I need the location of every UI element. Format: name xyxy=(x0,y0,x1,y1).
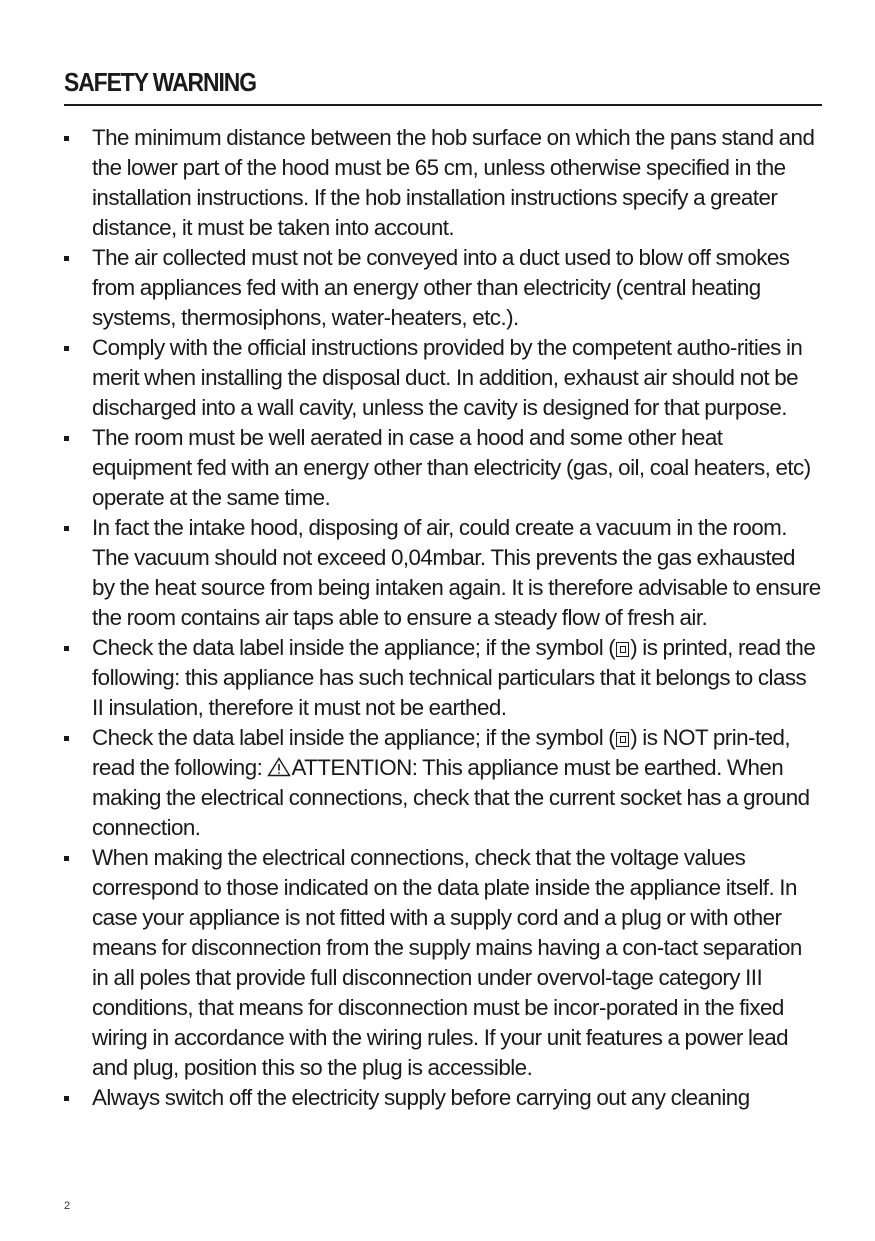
list-item xyxy=(64,633,822,723)
page-number: 2 xyxy=(64,1200,71,1212)
class-ii-insulation-icon xyxy=(616,642,629,657)
list-item-text: Comply with the official instructions provided by the competent autho-rities in merit when installing the disposal duct. In addition, exhaust air should not be discharged into a wall cavity, unless the cavity is designed for that purpose. xyxy=(92,335,803,420)
list-item-text: The room must be well aerated in case a hood and some other heat equipment fed with an energy other than electricity (gas, oil, coal heaters, etc) operate at the same time. xyxy=(92,425,811,510)
bullet-icon xyxy=(64,1096,69,1101)
warning-triangle-icon xyxy=(267,757,291,777)
list-item-text: ATTENTION: This appliance must be earthed. When making the electrical connections, check that the current socket has a ground connection. xyxy=(92,755,810,840)
list-item xyxy=(64,723,822,843)
list-item-text: ) is printed, read the following: this appliance has such technical particulars that it belongs to class II insulation, therefore it must not be earthed. xyxy=(92,635,816,720)
bullet-icon xyxy=(64,346,69,351)
list-item xyxy=(64,333,822,423)
bullet-icon xyxy=(64,526,69,531)
class-ii-insulation-icon xyxy=(616,732,629,747)
list-item xyxy=(64,1083,822,1113)
list-item-text: The minimum distance between the hob surface on which the pans stand and the lower part of the hood must be 65 cm, unless otherwise specified in the installation instructions. If the hob installation instructions specify a greater distance, it must be taken into account. xyxy=(92,125,815,240)
bullet-icon xyxy=(64,646,69,651)
title-divider xyxy=(64,104,822,106)
list-item-text: In fact the intake hood, disposing of air, could create a vacuum in the room. The vacuum should not exceed 0,04mbar. This prevents the gas exhausted by the heat source from being intaken again. It is therefore advisable to ensure the room contains air taps able to ensure a steady flow of fresh air. xyxy=(92,515,821,630)
list-item-text: Check the data label inside the appliance; if the symbol ( xyxy=(92,635,616,660)
bullet-icon xyxy=(64,256,69,261)
bullet-icon xyxy=(64,436,69,441)
list-item-text: Check the data label inside the appliance; if the symbol ( xyxy=(92,725,616,750)
list-item xyxy=(64,123,822,243)
safety-list xyxy=(64,123,822,1113)
list-item-text: When making the electrical connections, check that the voltage values correspond to those indicated on the data plate inside the appliance itself. In case your appliance is not fitted with a supply cord and a plug or with other means for disconnection from the supply mains having a con-tact separation in all poles that provide full disconnection under overvol-tage category III conditions, that means for disconnection must be incor-porated in the fixed wiring in accordance with the wiring rules. If your unit features a power lead and plug, position this so the plug is accessible. xyxy=(92,845,802,1080)
list-item xyxy=(64,513,822,633)
bullet-icon xyxy=(64,136,69,141)
list-item-text: The air collected must not be conveyed into a duct used to blow off smokes from appliances fed with an energy other than electricity (central heating systems, thermosiphons, water-heaters, etc.). xyxy=(92,245,790,330)
list-item-text: Always switch off the electricity supply before carrying out any cleaning xyxy=(92,1085,750,1110)
page-title: SAFETY WARNING xyxy=(64,67,257,97)
bullet-icon xyxy=(64,736,69,741)
bullet-icon xyxy=(64,856,69,861)
list-item xyxy=(64,423,822,513)
list-item-text: ) is NOT prin-ted, read the following: xyxy=(92,725,791,780)
list-item xyxy=(64,843,822,1083)
list-item xyxy=(64,243,822,333)
